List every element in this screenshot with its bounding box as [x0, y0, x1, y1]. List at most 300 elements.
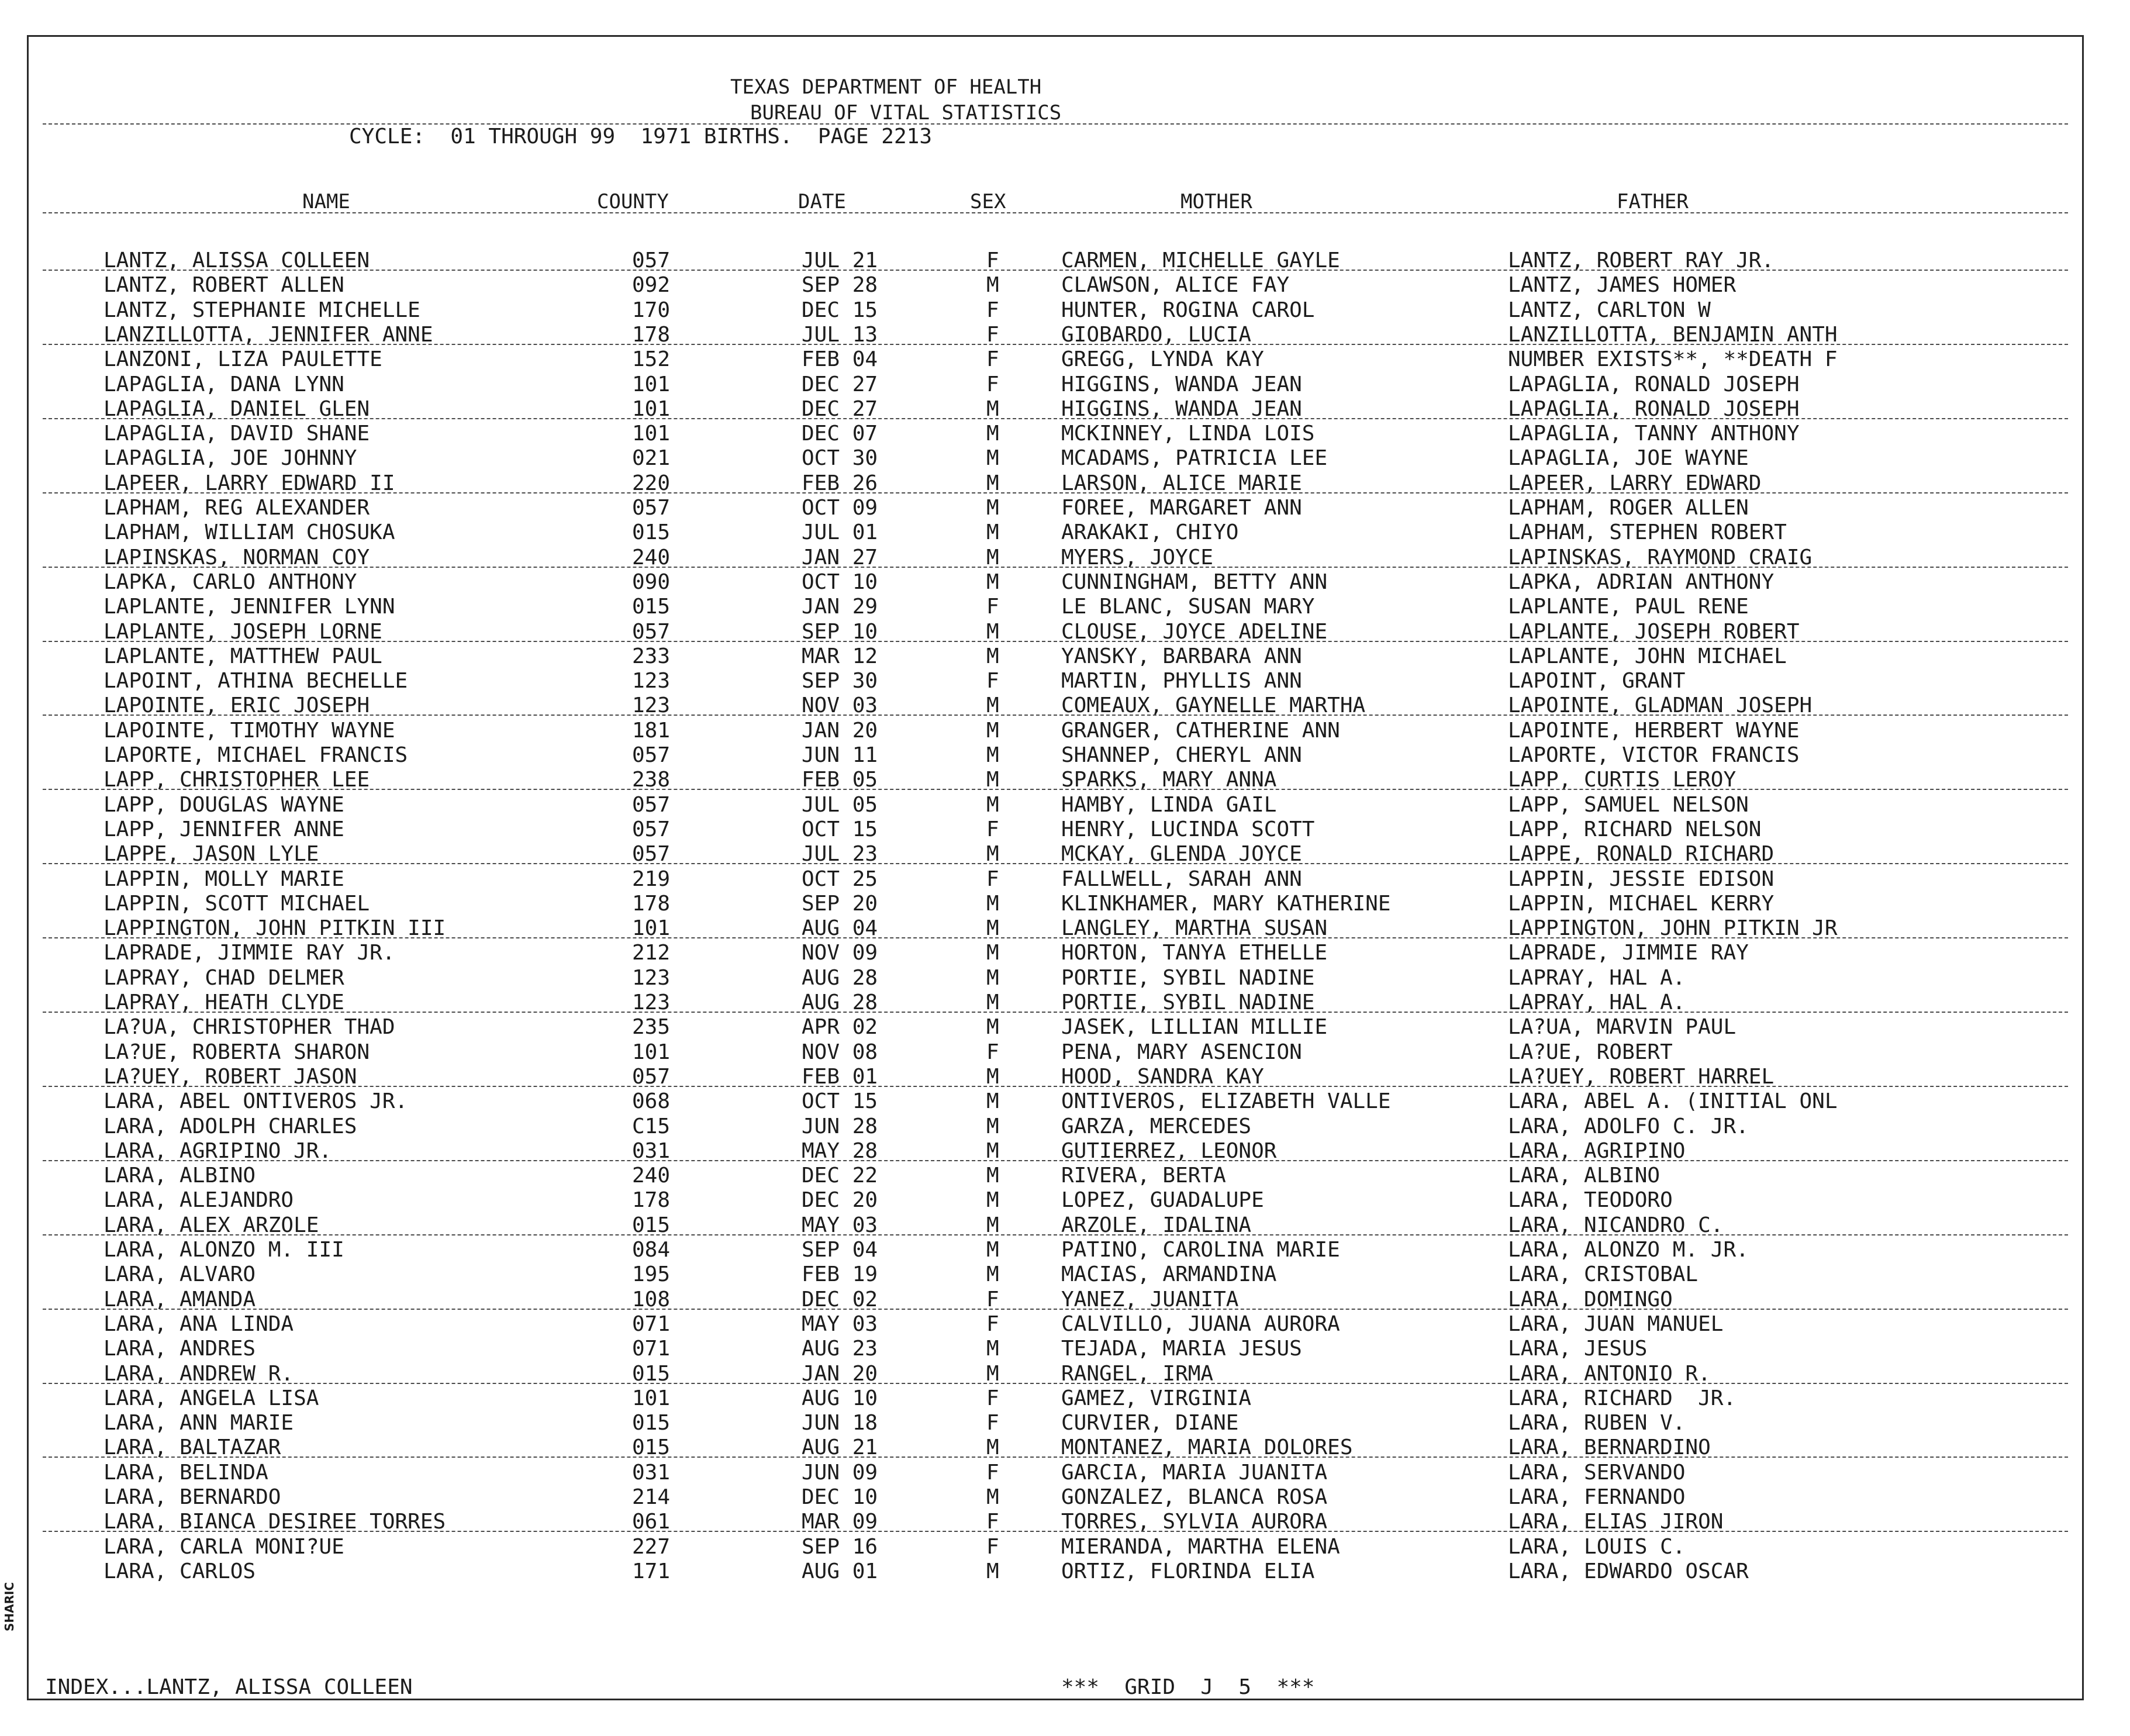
cell-mother: FALLWELL, SARAH ANN: [1061, 867, 1302, 891]
cell-county: 101: [632, 916, 671, 941]
cell-father: LARA, ANTONIO R.: [1508, 1361, 1711, 1386]
cell-county: 220: [632, 471, 671, 495]
cell-name: LANTZ, STEPHANIE MICHELLE: [103, 298, 420, 322]
row-rule: [43, 344, 2068, 345]
cell-name: LARA, ALBINO: [103, 1164, 256, 1188]
cell-father: LAPP, RICHARD NELSON: [1508, 817, 1762, 841]
cell-mother: PORTIE, SYBIL NADINE: [1061, 990, 1315, 1014]
cell-sex: F: [986, 817, 999, 841]
cell-name: LAPP, DOUGLAS WAYNE: [103, 792, 344, 817]
cell-date: JAN 27: [802, 545, 878, 570]
cell-sex: M: [986, 619, 999, 644]
row-rule: [43, 1160, 2068, 1161]
cell-name: LARA, ADOLPH CHARLES: [103, 1114, 357, 1138]
cell-father: LARA, AGRIPINO: [1508, 1138, 1686, 1163]
cell-sex: M: [986, 792, 999, 817]
cell-father: LARA, SERVANDO: [1508, 1460, 1686, 1485]
cell-father: LARA, BERNARDINO: [1508, 1435, 1711, 1460]
cell-father: LAPLANTE, JOHN MICHAEL: [1508, 644, 1787, 668]
cell-county: 233: [632, 644, 671, 668]
cell-mother: CALVILLO, JUANA AURORA: [1061, 1312, 1340, 1336]
cell-sex: M: [986, 1164, 999, 1188]
cell-mother: KLINKHAMER, MARY KATHERINE: [1061, 891, 1391, 916]
cell-father: LAPP, SAMUEL NELSON: [1508, 792, 1749, 817]
cell-mother: YANSKY, BARBARA ANN: [1061, 644, 1302, 668]
cell-name: LAPINSKAS, NORMAN COY: [103, 545, 370, 570]
cell-date: AUG 10: [802, 1386, 878, 1410]
cell-mother: MYERS, JOYCE: [1061, 545, 1214, 570]
row-rule: [43, 1383, 2068, 1384]
cell-mother: HENRY, LUCINDA SCOTT: [1061, 817, 1315, 841]
row-rule: [43, 1012, 2068, 1013]
cell-father: LAPINSKAS, RAYMOND CRAIG: [1508, 545, 1813, 570]
cell-sex: M: [986, 520, 999, 545]
cell-mother: ONTIVEROS, ELIZABETH VALLE: [1061, 1089, 1391, 1114]
cell-name: LARA, ANDREW R.: [103, 1361, 294, 1386]
cell-date: JUL 05: [802, 792, 878, 817]
cell-mother: CARMEN, MICHELLE GAYLE: [1061, 249, 1340, 272]
cell-name: LAPRADE, JIMMIE RAY JR.: [103, 941, 395, 965]
cell-date: JUN 09: [802, 1460, 878, 1485]
cell-date: MAY 03: [802, 1213, 878, 1237]
table-row: [29, 546, 2082, 570]
cell-date: AUG 28: [802, 965, 878, 990]
column-header-name: NAME: [302, 190, 350, 213]
table-row: [29, 1114, 2082, 1139]
table-row: [29, 1485, 2082, 1510]
cell-date: JAN 20: [802, 1361, 878, 1386]
table-row: [29, 867, 2082, 892]
cell-date: OCT 25: [802, 867, 878, 891]
table-row: [29, 1288, 2082, 1312]
cell-sex: M: [986, 1188, 999, 1213]
cell-father: LAPKA, ADRIAN ANTHONY: [1508, 570, 1775, 594]
cell-mother: TEJADA, MARIA JESUS: [1061, 1337, 1302, 1361]
cell-name: LAPOINT, ATHINA BECHELLE: [103, 669, 408, 693]
table-row: [29, 422, 2082, 446]
cell-name: LAPKA, CARLO ANTHONY: [103, 570, 357, 594]
cell-name: LAPLANTE, MATTHEW PAUL: [103, 644, 382, 668]
row-rule: [43, 1531, 2068, 1532]
table-row: [29, 817, 2082, 842]
cell-date: DEC 27: [802, 372, 878, 396]
cell-date: FEB 05: [802, 768, 878, 792]
table-row: [29, 570, 2082, 595]
cell-mother: TORRES, SYLVIA AURORA: [1061, 1510, 1328, 1534]
cell-sex: F: [986, 1386, 999, 1410]
table-row: [29, 966, 2082, 990]
cell-sex: M: [986, 1015, 999, 1040]
cell-county: 015: [632, 1435, 671, 1460]
cell-county: 057: [632, 619, 671, 644]
cell-date: FEB 19: [802, 1262, 878, 1287]
cell-name: LARA, ALONZO M. III: [103, 1238, 344, 1262]
cell-father: LANTZ, JAMES HOMER: [1508, 273, 1737, 298]
table-row: [29, 298, 2082, 323]
cell-county: 123: [632, 965, 671, 990]
cell-date: MAR 12: [802, 644, 878, 668]
column-header-mother: MOTHER: [1180, 190, 1252, 213]
cell-mother: LOPEZ, GUADALUPE: [1061, 1188, 1264, 1213]
table-row: [29, 793, 2082, 817]
cell-county: 031: [632, 1138, 671, 1163]
cell-sex: M: [986, 1559, 999, 1583]
cell-father: LAPRADE, JIMMIE RAY: [1508, 941, 1749, 965]
table-row: [29, 1065, 2082, 1089]
cell-sex: M: [986, 644, 999, 668]
cell-date: AUG 23: [802, 1337, 878, 1361]
table-row: [29, 1337, 2082, 1361]
cell-county: 227: [632, 1534, 671, 1559]
cell-sex: M: [986, 545, 999, 570]
cell-date: SEP 16: [802, 1534, 878, 1559]
cell-date: DEC 07: [802, 422, 878, 446]
cell-father: LARA, ABEL A. (INITIAL ONL: [1508, 1089, 1838, 1114]
cell-date: DEC 02: [802, 1287, 878, 1312]
cell-date: OCT 10: [802, 570, 878, 594]
cell-county: C15: [632, 1114, 671, 1138]
cell-county: 123: [632, 990, 671, 1014]
cell-county: 240: [632, 545, 671, 570]
cell-mother: RIVERA, BERTA: [1061, 1164, 1226, 1188]
cell-sex: F: [986, 1534, 999, 1559]
cell-name: LA?UEY, ROBERT JASON: [103, 1064, 357, 1089]
cell-date: DEC 10: [802, 1485, 878, 1509]
cell-date: SEP 20: [802, 891, 878, 916]
table-row: [29, 273, 2082, 298]
table-row: [29, 1040, 2082, 1065]
cell-sex: M: [986, 446, 999, 471]
cell-sex: F: [986, 1040, 999, 1064]
cell-name: LANZILLOTTA, JENNIFER ANNE: [103, 322, 433, 347]
cell-name: LANZONI, LIZA PAULETTE: [103, 347, 382, 372]
cell-mother: GONZALEZ, BLANCA ROSA: [1061, 1485, 1328, 1509]
cell-sex: M: [986, 396, 999, 421]
cell-sex: M: [986, 1262, 999, 1287]
cell-name: LA?UA, CHRISTOPHER THAD: [103, 1015, 395, 1040]
table-row: [29, 1386, 2082, 1411]
table-row: [29, 397, 2082, 422]
cell-date: JUL 23: [802, 842, 878, 867]
cell-date: SEP 10: [802, 619, 878, 644]
cell-mother: CLAWSON, ALICE FAY: [1061, 273, 1290, 298]
cell-date: FEB 26: [802, 471, 878, 495]
cell-name: LAPOINTE, ERIC JOSEPH: [103, 693, 370, 718]
table-row: [29, 471, 2082, 496]
cell-mother: MCADAMS, PATRICIA LEE: [1061, 446, 1328, 471]
cell-father: LARA, ELIAS JIRON: [1508, 1510, 1724, 1534]
cell-county: 021: [632, 446, 671, 471]
cell-mother: HAMBY, LINDA GAIL: [1061, 792, 1277, 817]
cell-mother: GARCIA, MARIA JUANITA: [1061, 1460, 1328, 1485]
cell-mother: GRANGER, CATHERINE ANN: [1061, 718, 1340, 743]
row-rule: [43, 567, 2068, 568]
cell-father: LAPAGLIA, JOE WAYNE: [1508, 446, 1749, 471]
table-row: [29, 496, 2082, 520]
cell-sex: M: [986, 1138, 999, 1163]
cell-name: LARA, AMANDA: [103, 1287, 256, 1312]
side-mark: SHARIC: [2, 1582, 16, 1631]
table-row: [29, 1015, 2082, 1040]
cell-sex: F: [986, 372, 999, 396]
cell-county: 057: [632, 496, 671, 520]
column-header-sex: SEX: [970, 190, 1006, 213]
table-row: [29, 1188, 2082, 1213]
table-row: [29, 1262, 2082, 1287]
cell-county: 057: [632, 249, 671, 272]
cell-name: LARA, ANDRES: [103, 1337, 256, 1361]
cell-date: FEB 04: [802, 347, 878, 372]
cell-sex: M: [986, 1213, 999, 1237]
cell-mother: YANEZ, JUANITA: [1061, 1287, 1239, 1312]
row-rule: [43, 1457, 2068, 1458]
cell-father: NUMBER EXISTS**, **DEATH F: [1508, 347, 1838, 372]
cell-mother: CURVIER, DIANE: [1061, 1411, 1239, 1435]
cell-county: 057: [632, 1064, 671, 1089]
cell-county: 071: [632, 1337, 671, 1361]
cell-sex: F: [986, 1287, 999, 1312]
cell-mother: CLOUSE, JOYCE ADELINE: [1061, 619, 1328, 644]
cell-name: LARA, ANA LINDA: [103, 1312, 294, 1336]
cell-county: 178: [632, 322, 671, 347]
cell-father: LARA, ALBINO: [1508, 1164, 1660, 1188]
cell-name: LAPOINTE, TIMOTHY WAYNE: [103, 718, 395, 743]
cell-date: OCT 15: [802, 1089, 878, 1114]
cell-father: LAPPINGTON, JOHN PITKIN JR: [1508, 916, 1838, 941]
cell-county: 015: [632, 1361, 671, 1386]
cell-sex: M: [986, 1361, 999, 1386]
cell-name: LAPPIN, MOLLY MARIE: [103, 867, 344, 891]
cell-father: LAPPE, RONALD RICHARD: [1508, 842, 1775, 867]
table-row: [29, 1312, 2082, 1337]
cell-name: LAPAGLIA, DANA LYNN: [103, 372, 344, 396]
cell-sex: M: [986, 1064, 999, 1089]
cell-date: DEC 27: [802, 396, 878, 421]
table-row: [29, 249, 2082, 273]
cell-father: LARA, TEODORO: [1508, 1188, 1673, 1213]
cell-sex: F: [986, 595, 999, 619]
cell-county: 123: [632, 693, 671, 718]
cell-name: LARA, ANN MARIE: [103, 1411, 294, 1435]
cell-father: LARA, CRISTOBAL: [1508, 1262, 1699, 1287]
cell-county: 101: [632, 372, 671, 396]
cell-name: LAPPE, JASON LYLE: [103, 842, 319, 867]
cell-date: NOV 09: [802, 941, 878, 965]
cell-date: SEP 04: [802, 1238, 878, 1262]
cell-county: 015: [632, 1411, 671, 1435]
cell-date: DEC 15: [802, 298, 878, 322]
cell-father: LAPP, CURTIS LEROY: [1508, 768, 1737, 792]
cell-county: 101: [632, 422, 671, 446]
cell-date: JUN 18: [802, 1411, 878, 1435]
table-row: [29, 620, 2082, 644]
cell-father: LARA, DOMINGO: [1508, 1287, 1673, 1312]
column-header-father: FATHER: [1617, 190, 1689, 213]
cell-date: JUN 11: [802, 743, 878, 767]
cell-father: LARA, FERNANDO: [1508, 1485, 1686, 1509]
cell-county: 178: [632, 891, 671, 916]
cell-name: LARA, ALVARO: [103, 1262, 256, 1287]
cell-county: 057: [632, 842, 671, 867]
table-row: [29, 372, 2082, 397]
cell-father: LAPEER, LARRY EDWARD: [1508, 471, 1762, 495]
cell-father: LAPHAM, ROGER ALLEN: [1508, 496, 1749, 520]
cell-mother: HUNTER, ROGINA CAROL: [1061, 298, 1315, 322]
cell-sex: M: [986, 842, 999, 867]
cell-father: LARA, EDWARDO OSCAR: [1508, 1559, 1749, 1583]
cell-name: LAPAGLIA, JOE JOHNNY: [103, 446, 357, 471]
cell-father: LAPPIN, JESSIE EDISON: [1508, 867, 1775, 891]
cell-county: 108: [632, 1287, 671, 1312]
cell-father: LAPLANTE, PAUL RENE: [1508, 595, 1749, 619]
cell-county: 235: [632, 1015, 671, 1040]
cell-mother: MACIAS, ARMANDINA: [1061, 1262, 1277, 1287]
cell-father: LAPHAM, STEPHEN ROBERT: [1508, 520, 1787, 545]
table-row: [29, 1238, 2082, 1262]
cell-date: JUL 13: [802, 322, 878, 347]
cell-sex: M: [986, 1089, 999, 1114]
cell-sex: M: [986, 693, 999, 718]
column-header-date: DATE: [798, 190, 846, 213]
row-rule: [43, 863, 2068, 864]
cell-mother: FOREE, MARGARET ANN: [1061, 496, 1302, 520]
table-row: [29, 842, 2082, 867]
cell-father: LAPAGLIA, TANNY ANTHONY: [1508, 422, 1800, 446]
cell-sex: F: [986, 1510, 999, 1534]
cell-mother: MARTIN, PHYLLIS ANN: [1061, 669, 1302, 693]
header-subtitle: BUREAU OF VITAL STATISTICS: [750, 101, 1062, 125]
row-rule: [43, 789, 2068, 790]
table-row: [29, 768, 2082, 792]
row-rule: [43, 715, 2068, 716]
cell-name: LARA, AGRIPINO JR.: [103, 1138, 332, 1163]
cell-name: LAPHAM, REG ALEXANDER: [103, 496, 370, 520]
cell-sex: M: [986, 965, 999, 990]
cell-date: JUL 21: [802, 249, 878, 272]
cell-name: LARA, CARLOS: [103, 1559, 256, 1583]
table-row: [29, 693, 2082, 718]
cell-mother: LE BLANC, SUSAN MARY: [1061, 595, 1315, 619]
cell-mother: CUNNINGHAM, BETTY ANN: [1061, 570, 1328, 594]
table-row: [29, 1213, 2082, 1238]
cell-mother: ARAKAKI, CHIYO: [1061, 520, 1239, 545]
table-row: [29, 1089, 2082, 1114]
cell-mother: SHANNEP, CHERYL ANN: [1061, 743, 1302, 767]
cell-county: 212: [632, 941, 671, 965]
cell-mother: MCKAY, GLENDA JOYCE: [1061, 842, 1302, 867]
table-row: [29, 990, 2082, 1015]
table-row: [29, 520, 2082, 545]
table-row: [29, 446, 2082, 471]
cell-father: LARA, RICHARD JR.: [1508, 1386, 1737, 1410]
cell-mother: GARZA, MERCEDES: [1061, 1114, 1252, 1138]
header-rule: [43, 123, 2068, 125]
table-row: [29, 1559, 2082, 1584]
column-header-rule: [43, 212, 2068, 213]
cell-date: JUN 28: [802, 1114, 878, 1138]
cell-mother: COMEAUX, GAYNELLE MARTHA: [1061, 693, 1366, 718]
cell-sex: F: [986, 347, 999, 372]
row-rule: [43, 492, 2068, 493]
cell-county: 195: [632, 1262, 671, 1287]
cell-name: LAPAGLIA, DAVID SHANE: [103, 422, 370, 446]
table-row: [29, 892, 2082, 916]
cell-name: LAPEER, LARRY EDWARD II: [103, 471, 395, 495]
cell-date: DEC 20: [802, 1188, 878, 1213]
cell-sex: F: [986, 298, 999, 322]
cell-mother: RANGEL, IRMA: [1061, 1361, 1214, 1386]
cell-father: LANTZ, CARLTON W: [1508, 298, 1711, 322]
cell-sex: F: [986, 1460, 999, 1485]
cell-name: LAPP, CHRISTOPHER LEE: [103, 768, 370, 792]
column-header-county: COUNTY: [597, 190, 669, 213]
cell-mother: GUTIERREZ, LEONOR: [1061, 1138, 1277, 1163]
cell-date: MAY 28: [802, 1138, 878, 1163]
cell-sex: F: [986, 1411, 999, 1435]
cell-county: 238: [632, 768, 671, 792]
cell-mother: PORTIE, SYBIL NADINE: [1061, 965, 1315, 990]
cell-sex: M: [986, 1114, 999, 1138]
cell-mother: HORTON, TANYA ETHELLE: [1061, 941, 1328, 965]
cell-date: OCT 09: [802, 496, 878, 520]
cell-county: 152: [632, 347, 671, 372]
table-row: [29, 1435, 2082, 1460]
cell-county: 101: [632, 396, 671, 421]
cell-sex: M: [986, 891, 999, 916]
table-row: [29, 1510, 2082, 1534]
cell-sex: F: [986, 669, 999, 693]
cell-father: LANTZ, ROBERT RAY JR.: [1508, 249, 1775, 272]
cell-county: 092: [632, 273, 671, 298]
cell-mother: LANGLEY, MARTHA SUSAN: [1061, 916, 1328, 941]
cell-name: LAPPIN, SCOTT MICHAEL: [103, 891, 370, 916]
cell-date: AUG 04: [802, 916, 878, 941]
table-row: [29, 669, 2082, 693]
cell-sex: M: [986, 496, 999, 520]
cell-county: 170: [632, 298, 671, 322]
cell-county: 061: [632, 1510, 671, 1534]
cell-date: SEP 28: [802, 273, 878, 298]
cell-date: NOV 08: [802, 1040, 878, 1064]
cell-father: LAPLANTE, JOSEPH ROBERT: [1508, 619, 1800, 644]
table-row: [29, 719, 2082, 743]
cell-father: LARA, JUAN MANUEL: [1508, 1312, 1724, 1336]
cell-name: LARA, ALEX ARZOLE: [103, 1213, 319, 1237]
cell-father: LAPRAY, HAL A.: [1508, 990, 1686, 1014]
cell-county: 071: [632, 1312, 671, 1336]
cell-father: LAPOINT, GRANT: [1508, 669, 1686, 693]
cell-father: LARA, ADOLFO C. JR.: [1508, 1114, 1749, 1138]
cell-date: NOV 03: [802, 693, 878, 718]
cell-county: 031: [632, 1460, 671, 1485]
cell-father: LAPAGLIA, RONALD JOSEPH: [1508, 396, 1800, 421]
table-row: [29, 347, 2082, 372]
cell-county: 057: [632, 743, 671, 767]
cell-name: LARA, BALTAZAR: [103, 1435, 281, 1460]
cell-father: LAPOINTE, GLADMAN JOSEPH: [1508, 693, 1813, 718]
cell-father: LAPORTE, VICTOR FRANCIS: [1508, 743, 1800, 767]
cell-date: AUG 28: [802, 990, 878, 1014]
cell-sex: M: [986, 273, 999, 298]
cell-mother: LARSON, ALICE MARIE: [1061, 471, 1302, 495]
cell-mother: HIGGINS, WANDA JEAN: [1061, 372, 1302, 396]
cell-county: 101: [632, 1040, 671, 1064]
cell-name: LARA, BERNARDO: [103, 1485, 281, 1509]
cell-name: LANTZ, ROBERT ALLEN: [103, 273, 344, 298]
cell-date: AUG 01: [802, 1559, 878, 1583]
cell-mother: GREGG, LYNDA KAY: [1061, 347, 1264, 372]
table-row: [29, 595, 2082, 619]
